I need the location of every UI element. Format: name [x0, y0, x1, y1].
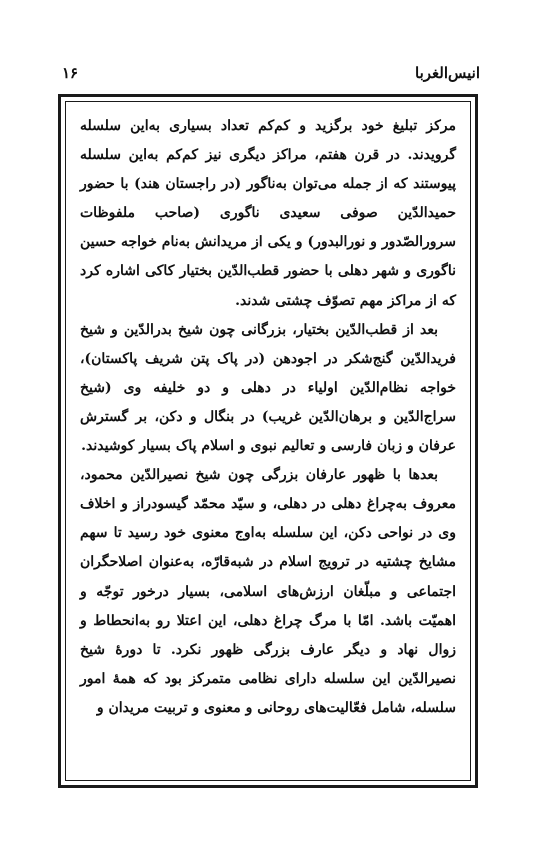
paragraph-2: بعد از قطب‌الدّین بختیار، بزرگانی چون شیخ بدرالدّین و شیخ فریدالدّین گنج‌شکر در اجودهن (در پاک پتن شریف پاکستان)، خواجه نظام‌الدّین اولیاء در دهلی و دو خلیفه وی (شیخ سراج‌الدّین و برهان‌الدّین غریب) در بنگال و دکن، بر گسترش عرفان و زبان فارسی و تعالیم نبوی و اسلام پاک بسیار کوشیدند.	[80, 321, 456, 455]
running-header	[62, 64, 480, 86]
book-title: انیس‌الغربا	[415, 64, 480, 82]
paragraph-1: مرکز تبلیغ خود برگزید و کم‌کم تعداد بسیاری به‌این سلسله گرویدند. در قرن هفتم، مراکز دیگری نیز کم‌کم به‌این سلسله پیوستند که از جمله می‌توان به‌ناگور (در راجستان هند) با حضور حمیدالدّین صوفی سعیدی ناگوری (صاحب ملفوظات سرورالصّدور و نورالبدور) و یکی از مریدانش به‌نام خواجه حسین ناگوری و شهر دهلی با حضور قطب‌الدّین بختیار کاکی اشاره کرد که از مراکز مهم تصوّف چشتی شدند.	[80, 118, 456, 309]
paragraph-3: بعدها با ظهور عارفان بزرگی چون شیخ نصیرالدّین محمود، معروف به‌چراغ دهلی در دهلی، و سیّد محمّد گیسودراز و اخلاف وی در نواحی دکن، این سلسله به‌اوج معنوی خود رسید تا سهم مشایخ چشتیه در ترویج اسلام در شبه‌قارّه، به‌عنوان اصلاحگران اجتماعی و مبلّغان ارزش‌های اسلامی، بسیار درخور توجّه و اهمیّت باشد. امّا با مرگ چراغ دهلی، این اعتلا رو به‌انحطاط و زوال نهاد و دیگر عارف بزرگی ظهور نکرد. تا دورهٔ شیخ نصیرالدّین این سلسله دارای نظامی متمرکز بود که همهٔ امور سلسله، شامل فعّالیت‌های روحانی و معنوی و تربیت مریدان و	[80, 467, 456, 716]
page-number: ۱۶	[62, 64, 79, 82]
body-text	[80, 112, 456, 723]
